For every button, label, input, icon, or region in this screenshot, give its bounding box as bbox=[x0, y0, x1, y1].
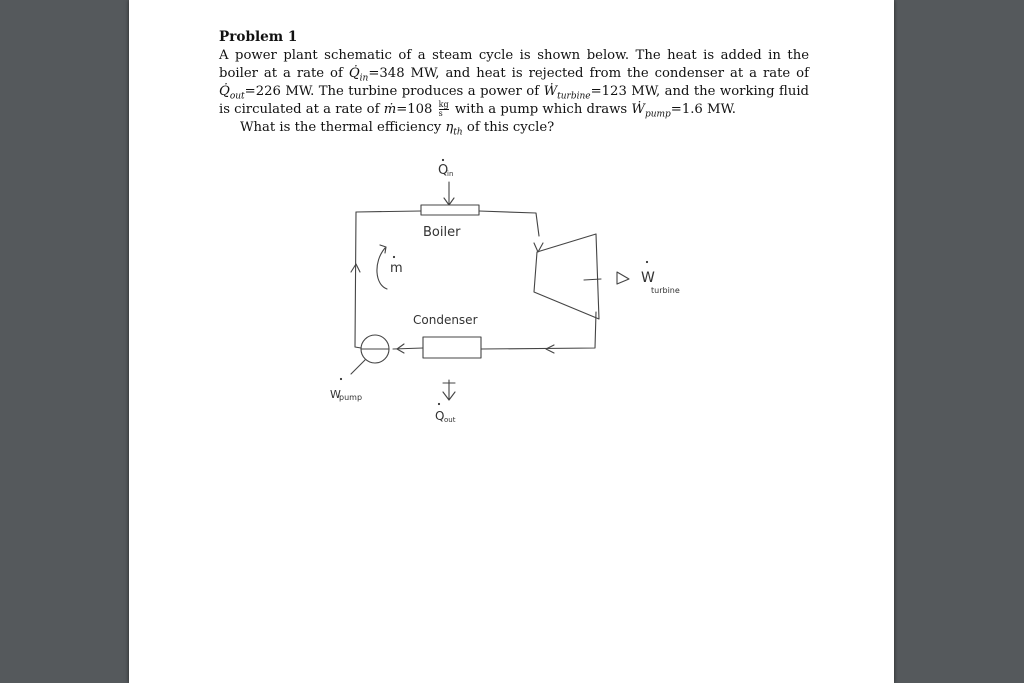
q-out-subscript: out bbox=[229, 91, 245, 102]
condenser-label: Condenser bbox=[413, 313, 478, 327]
q-in-subscript: in bbox=[359, 73, 369, 84]
unit-denominator: s bbox=[438, 109, 443, 118]
problem-title: Problem 1 bbox=[219, 29, 298, 45]
q-in-dot bbox=[442, 159, 444, 161]
question-part-b: of this cycle? bbox=[466, 120, 555, 135]
statement-part-a: A power plant schematic of a steam cycle is shown below. The heat is added in the boiler at a rate of bbox=[219, 48, 809, 81]
q-in-value: =348 MW, and heat is rejected from the condenser at a rate of bbox=[368, 66, 809, 81]
boiler-box bbox=[421, 205, 479, 215]
w-turbine-label-sub: turbine bbox=[651, 286, 680, 295]
turbine-output-arrow bbox=[617, 272, 629, 284]
statement-part-c: with a pump which draws bbox=[454, 102, 628, 117]
q-out-value: =226 MW. bbox=[244, 84, 315, 99]
turbine-shape bbox=[534, 234, 599, 319]
condenser-box bbox=[423, 337, 481, 358]
w-pump-value: =1.6 MW. bbox=[670, 102, 736, 117]
q-in-label: Q bbox=[438, 163, 449, 178]
q-out-label-sub: out bbox=[444, 416, 456, 424]
steam-cycle-schematic bbox=[129, 0, 894, 683]
mass-flow-arrow bbox=[377, 245, 387, 289]
question-part-a: What is the thermal efficiency bbox=[240, 120, 442, 135]
document-page bbox=[129, 0, 894, 683]
q-out-label: Q bbox=[435, 409, 445, 423]
pipe-right bbox=[481, 312, 596, 349]
w-turbine-subscript: turbine bbox=[557, 91, 591, 102]
m-dot-symbol: ṁ bbox=[383, 102, 397, 117]
turbine-shaft bbox=[584, 279, 601, 280]
pipe-left bbox=[355, 212, 361, 348]
q-in-symbol: Q̇ bbox=[348, 66, 360, 81]
w-pump-label: W bbox=[330, 388, 341, 401]
q-in-arrow bbox=[444, 182, 454, 205]
statement-part-b: The turbine produces a power of bbox=[318, 84, 540, 99]
w-pump-subscript: pump bbox=[644, 109, 671, 120]
q-in-label-sub: in bbox=[447, 170, 454, 178]
boiler-label: Boiler bbox=[423, 225, 461, 240]
q-out-symbol: Q̇ bbox=[219, 84, 230, 99]
pump-link bbox=[351, 360, 365, 374]
eta-subscript: th bbox=[453, 127, 463, 138]
m-dot-label: m bbox=[390, 261, 403, 276]
unit-numerator: kg bbox=[438, 100, 449, 109]
w-pump-label-sub: pump bbox=[339, 393, 363, 402]
w-pump-dot bbox=[340, 378, 342, 380]
w-turbine-value: =123 MW, and the working fluid is circulated at a rate of bbox=[219, 84, 809, 117]
w-pump-symbol: Ẇ bbox=[631, 102, 645, 117]
q-out-dot bbox=[438, 403, 440, 405]
w-turbine-label: W bbox=[641, 270, 655, 286]
w-turbine-symbol: Ẇ bbox=[543, 84, 558, 99]
m-dot-dot bbox=[393, 256, 395, 258]
w-turbine-dot bbox=[646, 261, 648, 263]
eta-symbol: η bbox=[445, 120, 454, 135]
pipe-right-arrow bbox=[546, 345, 554, 353]
m-dot-value: =108 bbox=[396, 102, 433, 117]
